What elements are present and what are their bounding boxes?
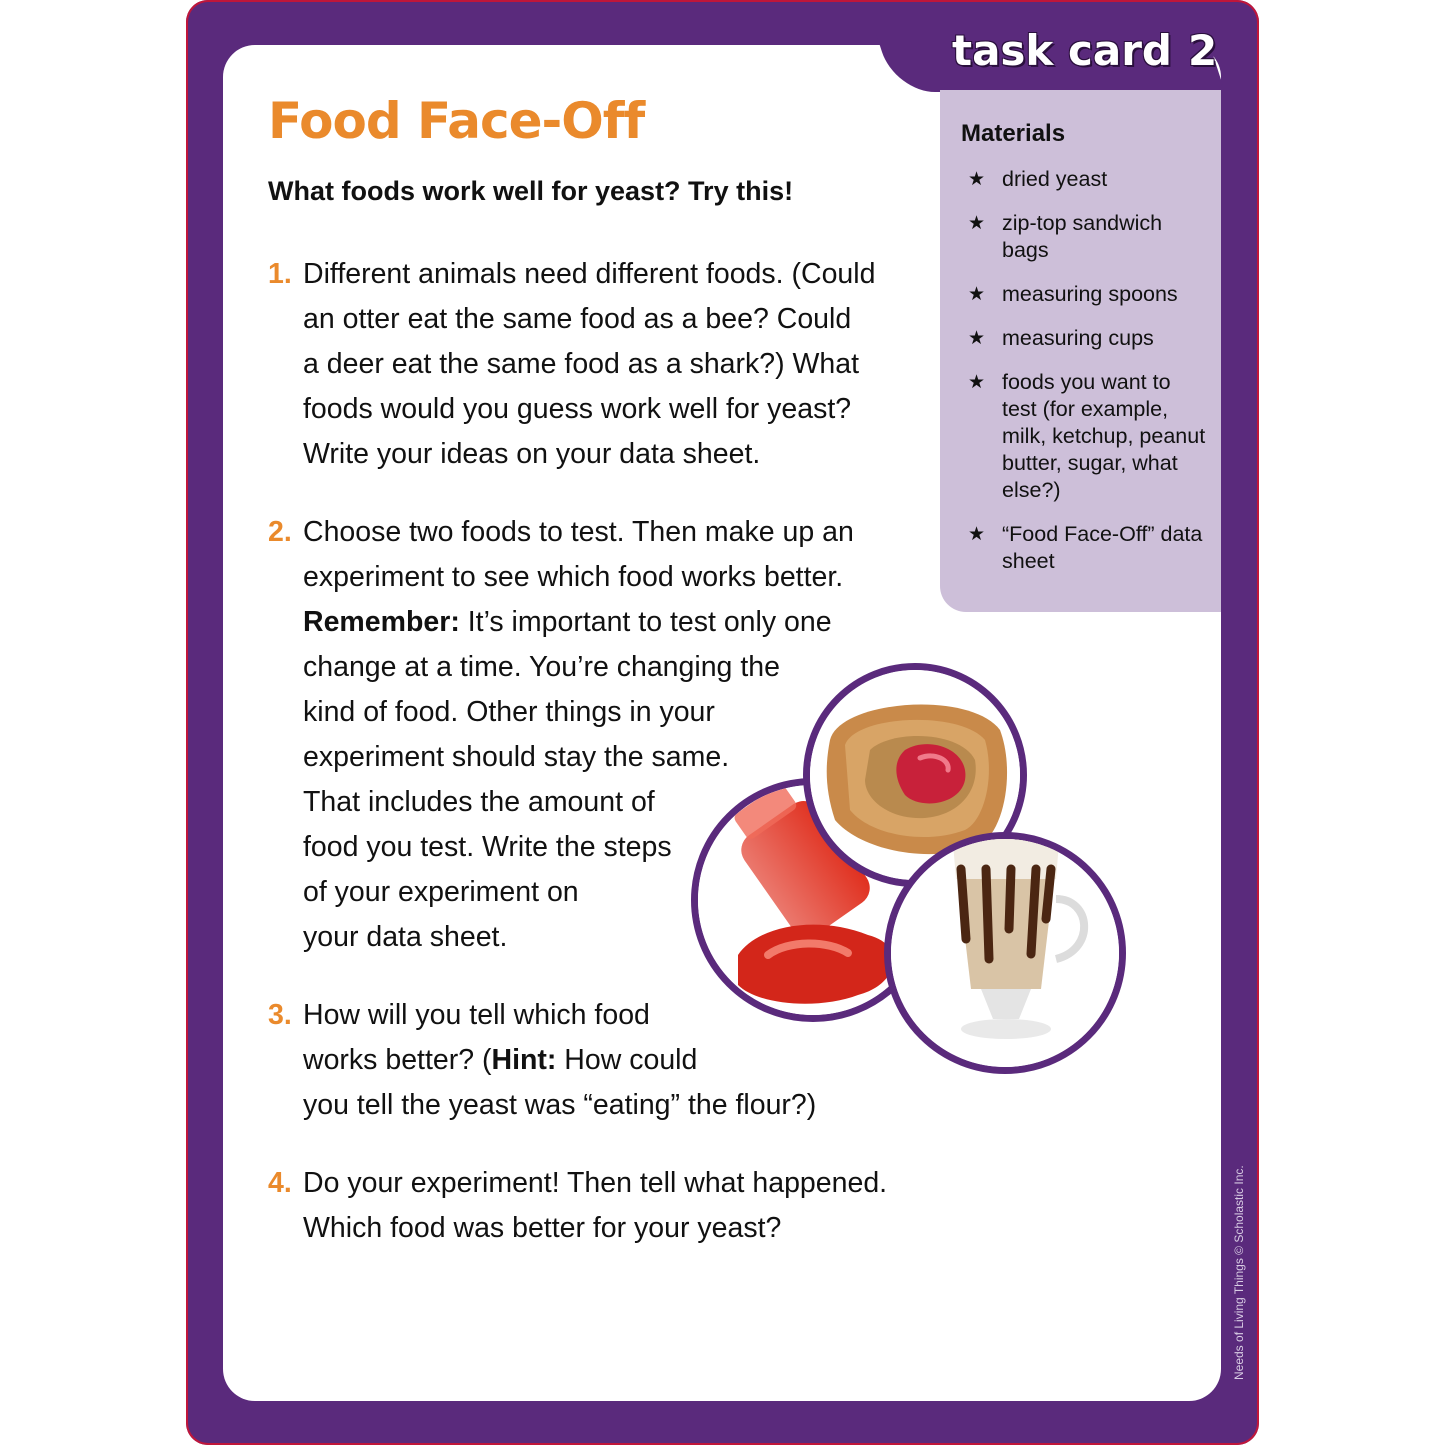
material-item <box>968 281 1208 308</box>
step-line: food you test. Write the steps <box>303 831 672 863</box>
step-line: a deer eat the same food as a shark?) What <box>303 348 860 380</box>
material-text: “Food Face-Off” data sheet <box>1002 522 1203 573</box>
remember-text: It’s important to test only one <box>459 606 832 638</box>
star-icon: ★ <box>968 169 986 190</box>
material-item <box>968 325 1208 352</box>
material-item <box>968 369 1208 504</box>
materials-list <box>968 166 1208 592</box>
step-line-hint <box>303 1038 928 1083</box>
step-line: experiment to see which food works better. <box>303 561 844 593</box>
step-line: you tell the yeast was “eating” the flour?) <box>303 1089 817 1121</box>
step-line: That includes the amount of <box>303 786 655 818</box>
step-line-remember <box>303 600 928 645</box>
page-title: Food Face-Off <box>268 92 645 150</box>
material-text: foods you want to test (for example, milk, ketchup, peanut butter, sugar, what else?) <box>1002 370 1206 502</box>
step-number: 2. <box>268 516 292 548</box>
step-4 <box>268 1161 928 1251</box>
task-card-number: 2 <box>1188 26 1218 75</box>
material-item <box>968 521 1208 575</box>
material-text: dried yeast <box>1002 167 1108 191</box>
milkshake-illustration <box>891 839 1119 1067</box>
step-line: experiment should stay the same. <box>303 741 730 773</box>
material-item <box>968 210 1208 264</box>
material-text: zip-top sandwich bags <box>1002 211 1163 262</box>
step-line: an otter eat the same food as a bee? Could <box>303 303 852 335</box>
star-icon: ★ <box>968 328 986 349</box>
materials-title: Materials <box>961 120 1066 147</box>
task-card-label <box>952 26 1217 75</box>
step-line: foods would you guess work well for yeast? <box>303 393 852 425</box>
hint-post: How could <box>556 1044 698 1076</box>
remember-label: Remember: <box>303 606 460 638</box>
step-line: Different animals need different foods. (Could <box>303 258 876 290</box>
page-subtitle: What foods work well for yeast? Try this! <box>268 176 794 206</box>
step-1 <box>268 252 928 477</box>
step-number: 1. <box>268 258 292 290</box>
task-card-text: task card <box>952 26 1172 75</box>
milkshake-photo <box>884 832 1126 1074</box>
material-item <box>968 166 1208 193</box>
step-line: kind of food. Other things in your <box>303 696 715 728</box>
step-line: Do your experiment! Then tell what happened. <box>303 1167 888 1199</box>
step-line: your data sheet. <box>303 921 508 953</box>
step-line: change at a time. You’re changing the <box>303 651 780 683</box>
star-icon: ★ <box>968 524 986 545</box>
material-text: measuring cups <box>1002 326 1154 350</box>
step-line: How will you tell which food <box>303 999 650 1031</box>
step-number: 4. <box>268 1167 292 1199</box>
step-line: Which food was better for your yeast? <box>303 1212 782 1244</box>
step-line: Write your ideas on your data sheet. <box>303 438 761 470</box>
star-icon: ★ <box>968 284 986 305</box>
material-text: measuring spoons <box>1002 282 1178 306</box>
star-icon: ★ <box>968 213 986 234</box>
step-number: 3. <box>268 999 292 1031</box>
copyright-credit: Needs of Living Things © Scholastic Inc. <box>1232 1165 1246 1380</box>
hint-label: Hint: <box>491 1044 557 1076</box>
star-icon: ★ <box>968 372 986 393</box>
step-line: of your experiment on <box>303 876 579 908</box>
step-line: Choose two foods to test. Then make up an <box>303 516 854 548</box>
hint-pre: works better? ( <box>303 1044 492 1076</box>
